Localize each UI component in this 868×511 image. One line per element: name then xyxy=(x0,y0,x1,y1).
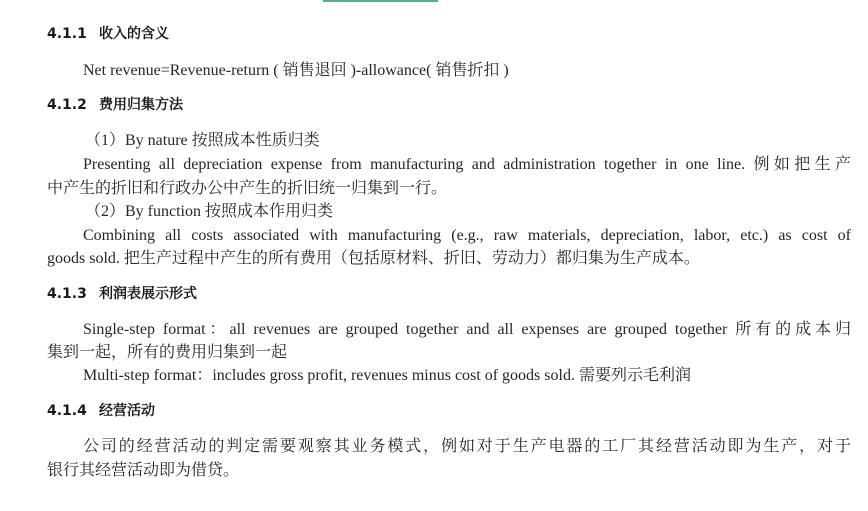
operating-activities-paragraph-line-1: 公司的经营活动的判定需要观察其业务模式，例如对于生产电器的工厂其经营活动即为生产，对于 xyxy=(83,438,851,455)
section-number: 4.1.3 xyxy=(47,286,87,302)
section-title: 利润表展示形式 xyxy=(99,286,197,302)
section-number: 4.1.4 xyxy=(47,403,87,419)
by-nature-paragraph-line-1: Presenting all depreciation expense from manufacturing and administration together in one line. 例如把生产 xyxy=(83,156,851,173)
by-function-paragraph-line-2: goods sold. 把生产过程中产生的所有费用（包括原材料、折旧、劳动力）都归集为生产成本。 xyxy=(47,250,700,267)
single-step-paragraph-line-1: Single-step format：all revenues are grouped together and all expenses are grouped together 所有的成本归 xyxy=(83,321,851,338)
by-nature-subheading: （1）By nature 按照成本性质归类 xyxy=(85,132,320,149)
section-heading-4-1-1 xyxy=(47,25,169,43)
by-function-paragraph-line-1: Combining all costs associated with manufacturing (e.g., raw materials, depreciation, labor, etc.) as cost of xyxy=(83,227,851,244)
top-accent-bar xyxy=(323,0,438,2)
section-title: 经营活动 xyxy=(99,403,155,419)
section-title: 收入的含义 xyxy=(99,26,169,42)
net-revenue-formula: Net revenue=Revenue-return ( 销售退回 )-allowance( 销售折扣 ) xyxy=(83,62,509,79)
section-number: 4.1.2 xyxy=(47,97,87,113)
by-nature-paragraph-line-2: 中产生的折旧和行政办公中产生的折旧统一归集到一行。 xyxy=(47,180,448,197)
by-function-subheading: （2）By function 按照成本作用归类 xyxy=(85,203,333,220)
section-heading-4-1-3 xyxy=(47,285,197,303)
multi-step-paragraph: Multi-step format：includes gross profit, revenues minus cost of goods sold. 需要列示毛利润 xyxy=(83,367,691,384)
section-number: 4.1.1 xyxy=(47,26,87,42)
operating-activities-paragraph-line-2: 银行其经营活动即为借贷。 xyxy=(47,462,240,479)
section-heading-4-1-2 xyxy=(47,96,183,114)
single-step-paragraph-line-2: 集到一起，所有的费用归集到一起 xyxy=(47,344,288,361)
section-heading-4-1-4 xyxy=(47,402,155,420)
section-title: 费用归集方法 xyxy=(99,97,183,113)
